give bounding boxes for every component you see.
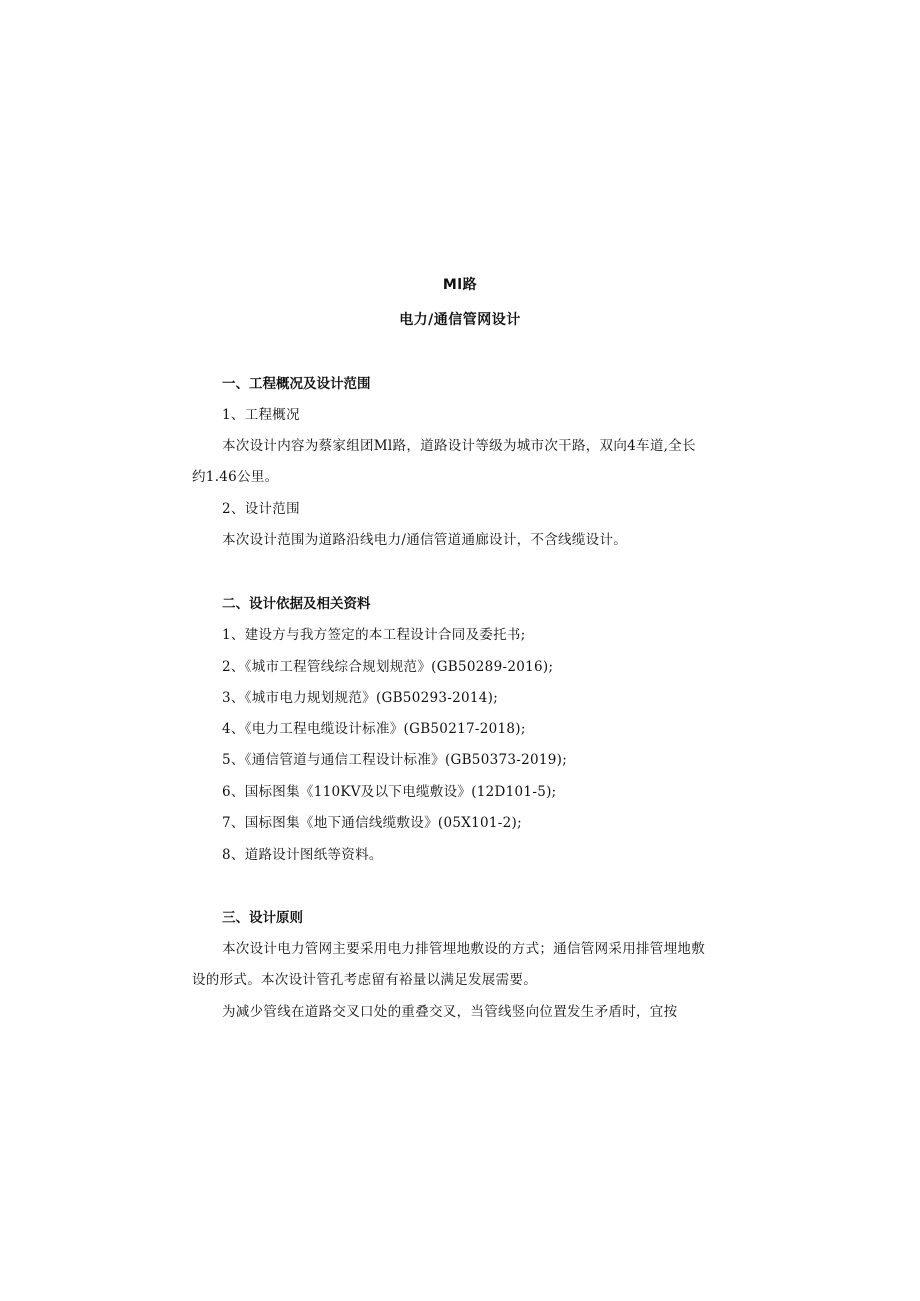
paragraph-line: 1、工程概况 <box>222 407 300 423</box>
reference-item: 7、国标图集《地下通信线缆敷设》(05X101-2); <box>222 815 522 831</box>
paragraph-line: 本次设计内容为蔡家组团Ml路，道路设计等级为城市次干路，双向4车道,全长 <box>222 438 696 454</box>
section-heading-references: 二、设计依据及相关资料 <box>222 596 371 612</box>
section-heading-principles: 三、设计原则 <box>222 910 303 926</box>
paragraph-line: 为减少管线在道路交叉口处的重叠交叉，当管线竖向位置发生矛盾时，宜按 <box>222 1004 678 1020</box>
paragraph-line: 约1.46公里。 <box>192 469 279 485</box>
reference-item: 3、《城市电力规划规范》(GB50293-2014); <box>222 690 499 706</box>
reference-item: 4、《电力工程电缆设计标准》(GB50217-2018); <box>222 721 526 737</box>
reference-item: 5、《通信管道与通信工程设计标准》(GB50373-2019); <box>222 752 568 768</box>
reference-item: 2、《城市工程管线综合规划规范》(GB50289-2016); <box>222 659 554 675</box>
reference-item: 1、建设方与我方签定的本工程设计合同及委托书; <box>222 627 526 643</box>
paragraph-line: 设的形式。本次设计管孔考虑留有裕量以满足发展需要。 <box>192 972 537 988</box>
document-subtitle: 电力/通信管网设计 <box>399 312 521 328</box>
paragraph-line: 本次设计范围为道路沿线电力/通信管道通廊设计，不含线缆设计。 <box>222 532 628 548</box>
reference-item: 6、国标图集《110KV及以下电缆敷设》(12D101-5); <box>222 784 557 800</box>
section-heading-overview: 一、工程概况及设计范围 <box>222 376 371 392</box>
paragraph-line: 本次设计电力管网主要采用电力排管埋地敷设的方式；通信管网采用排管埋地敷 <box>222 941 705 957</box>
paragraph-line: 2、设计范围 <box>222 501 300 517</box>
document-title: Ml路 <box>442 277 478 293</box>
reference-item: 8、道路设计图纸等资料。 <box>222 847 383 863</box>
